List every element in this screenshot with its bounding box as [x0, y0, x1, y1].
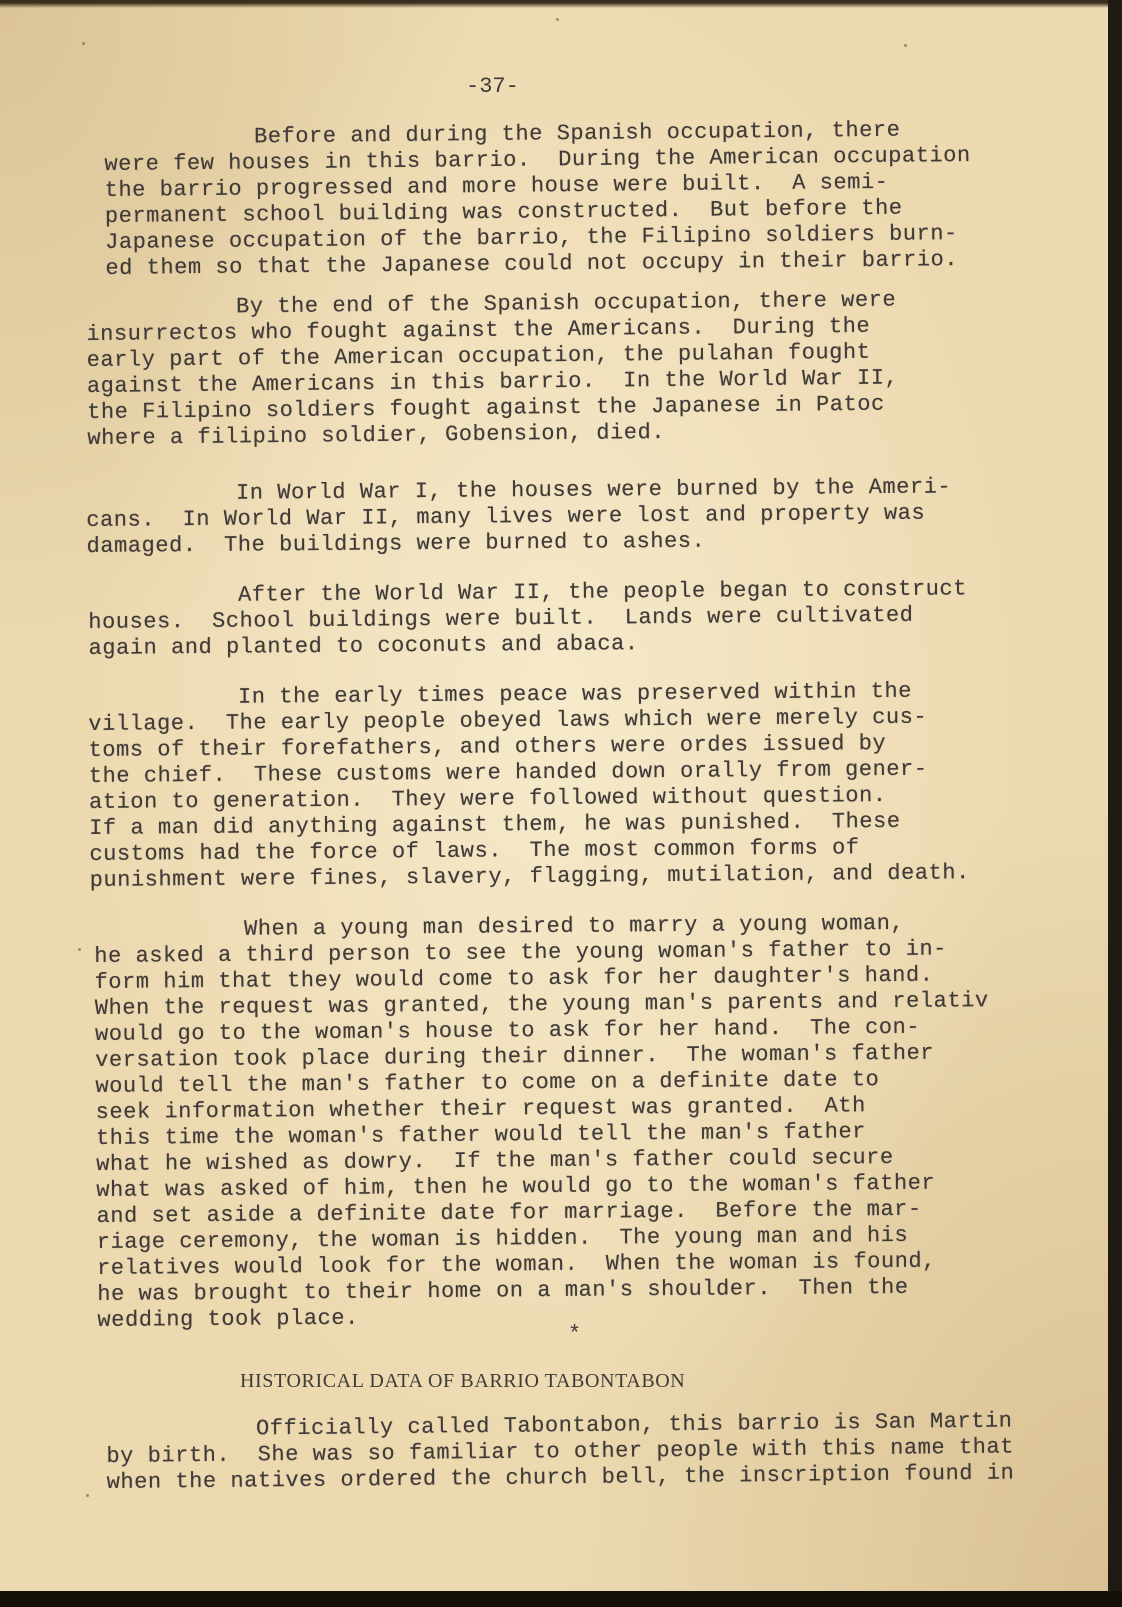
text-line: riage ceremony, the woman is hidden. The young man and his [96, 1222, 909, 1255]
text-line: what he wished as dowry. If the man's father could secure [96, 1145, 894, 1177]
scan-border-bottom [0, 1591, 1122, 1607]
text-line: ation to generation. They were followed without question. [88, 783, 887, 815]
text-line: where a filipino soldier, Gobension, died. [87, 419, 666, 451]
text-line: versation took place during their dinner. The woman's father [95, 1040, 935, 1073]
paper-speck [556, 18, 559, 21]
text-line: permanent school building was constructed. But before the [104, 195, 903, 229]
text-line: toms of their forefathers, and others were ordes issued by [88, 731, 887, 763]
paragraph-6 [94, 910, 1058, 1334]
paragraph-7 [106, 1408, 1067, 1496]
text-line: he was brought to their home on a man's shoulder. Then the [97, 1274, 909, 1307]
text-line: punishment were fines, slavery, flagging, mutilation, and death. [89, 860, 970, 893]
text-line: If a man did anything against them, he was punished. These [89, 808, 901, 841]
text-line: In World War I, the houses were burned by the Ameri- [235, 474, 952, 506]
text-line: this time the woman's father would tell the man's father [95, 1119, 867, 1151]
section-separator: * [568, 1322, 582, 1347]
text-line: early part of the American occupation, the pulahan fought [86, 339, 871, 373]
text-line: cans. In World War II, many lives were lost and property was [86, 500, 926, 533]
text-line: when the natives ordered the church bell, the inscription found in [106, 1460, 1015, 1495]
text-line: In the early times peace was preserved within the [237, 678, 913, 710]
text-line: form him that they would come to ask for her daughter's hand. [94, 962, 934, 995]
text-line: he asked a third person to see the young woman's father to in- [94, 936, 948, 969]
paragraph-1 [104, 116, 1066, 282]
text-line: seek information whether their request was granted. Ath [95, 1093, 866, 1125]
text-line: the Filipino soldiers fought against the Japanese in Patoc [87, 391, 885, 425]
text-line: ed them so that the Japanese could not occupy in their barrio. [105, 247, 959, 281]
paper-speck [82, 42, 85, 45]
text-line: houses. School buildings were built. Lands were cultivated [88, 602, 914, 635]
text-line: by birth. She was so familiar to other people with this name that [106, 1434, 1015, 1469]
paragraph-3 [86, 474, 1047, 560]
text-line: damaged. The buildings were burned to ashes. [86, 528, 706, 559]
text-line: insurrectos who fought against the Americans. During the [86, 313, 871, 347]
text-line: After the World War II, the people began to construct [237, 576, 968, 608]
text-line: Officially called Tabontabon, this barrio is San Martin [255, 1408, 1013, 1442]
text-line: relatives would look for the woman. When the woman is found, [96, 1248, 937, 1281]
paper-speck [78, 948, 81, 951]
text-line: against the Americans in this barrio. In the World War II, [86, 365, 899, 399]
text-line: would tell the man's father to come on a definite date to [95, 1067, 880, 1099]
text-line: the chief. These customs were handed down orally from gener- [88, 756, 928, 789]
text-line: and set aside a definite date for marriage. Before the mar- [96, 1196, 922, 1229]
paragraph-4 [88, 576, 1049, 662]
text-line: were few houses in this barrio. During the American occupation [104, 142, 971, 177]
page-number: -37- [466, 74, 519, 99]
text-line: the barrio progressed and more house were built. A semi- [104, 169, 889, 203]
text-line: village. The early people obeyed laws which were merely cus- [88, 704, 928, 737]
text-line: Before and during the Spanish occupation, there [253, 117, 901, 150]
page-top-shadow [0, 0, 1108, 8]
paragraph-5 [88, 678, 1050, 894]
scan-border-right [1108, 0, 1122, 1607]
text-line: again and planted to coconuts and abaca. [88, 631, 639, 661]
paper-speck [86, 1494, 89, 1497]
text-line: would go to the woman's house to ask for her hand. The con- [94, 1014, 921, 1047]
text-line: Japanese occupation of the barrio, the Filipino soldiers burn- [105, 221, 958, 255]
paragraph-2 [86, 286, 1048, 452]
text-line: By the end of the Spanish occupation, there were [235, 287, 897, 320]
text-line: customs had the force of laws. The most common forms of [89, 835, 860, 867]
section-heading: HISTORICAL DATA OF BARRIO TABONTABON [240, 1370, 686, 1392]
text-line: When a young man desired to marry a young woman, [243, 910, 905, 942]
text-line: wedding took place. [97, 1305, 359, 1333]
text-line: what was asked of him, then he would go to the woman's father [96, 1170, 936, 1203]
text-line: When the request was granted, the young man's parents and relativ [94, 988, 989, 1021]
paper-speck [904, 44, 907, 47]
